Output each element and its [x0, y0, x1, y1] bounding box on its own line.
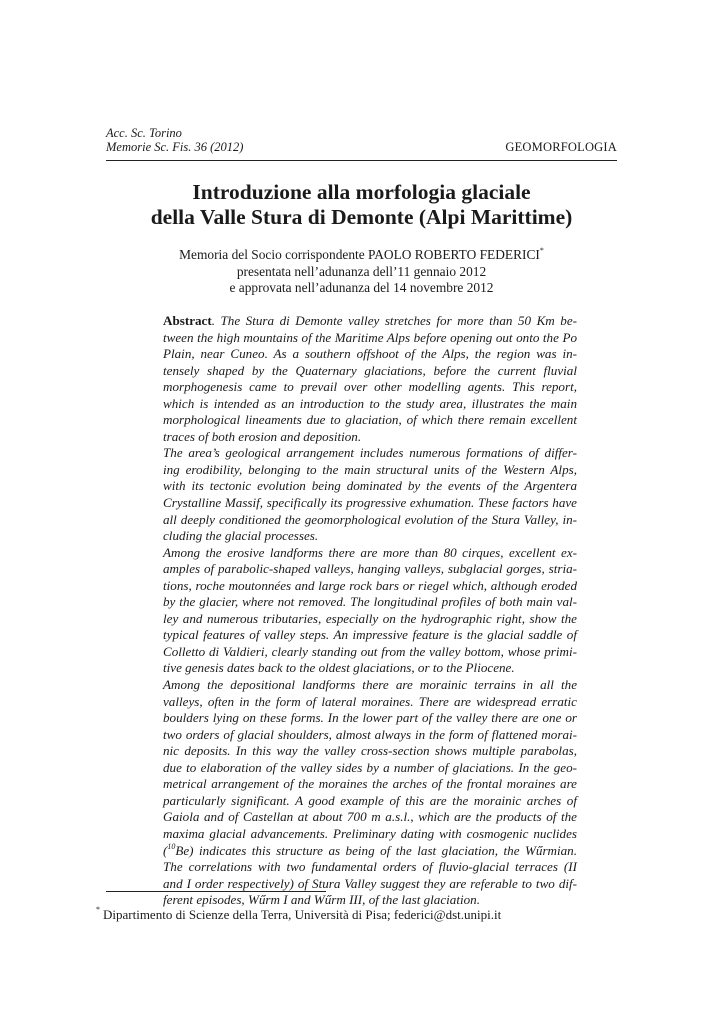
abstract-line: amples of parabolic-shaped valleys, hanging valleys, subglacial gorges, stria-	[163, 561, 577, 577]
abstract-paragraph-1	[139, 313, 577, 445]
journal-volume: Memorie Sc. Fis. 36 (2012)	[106, 140, 244, 154]
abstract-line: Plain, near Cuneo. As a southern offshoot of the Alps, the region was in-	[163, 346, 577, 362]
footnote-text: Dipartimento di Scienze della Terra, Università di Pisa; federici@dst.unipi.it	[103, 907, 502, 922]
abstract-line: by the glacier, where not removed. The longitudinal profiles of both main val-	[163, 594, 577, 610]
abstract-line: tive genesis dates back to the oldest glaciations, or to the Pliocene.	[163, 660, 515, 676]
abstract-line: due to elaboration of the valley sides by a number of glaciations. In the geo-	[163, 759, 577, 775]
abstract-line: all deeply conditioned the geomorphological evolution of the Stura Valley, in-	[163, 511, 577, 527]
isotope-mass-number: 10	[167, 841, 176, 851]
author-footnote-marker: *	[539, 246, 544, 255]
footnote-rule	[106, 891, 326, 892]
abstract-line: Gaiola and of Castellan at about 700 m a.s.l., which are the products of the	[163, 809, 577, 825]
abstract-line: Crystalline Massif, specifically its progressive exhumation. These factors have	[163, 495, 577, 511]
running-header	[106, 126, 617, 154]
abstract-line: Abstract. The Stura di Demonte valley stretches for more than 50 Km be-	[163, 313, 577, 328]
abstract-line: typical features of valley steps. An impressive feature is the glacial saddle of	[163, 627, 577, 643]
abstract-line: Colletto di Valdieri, clearly standing out from the valley bottom, whose primi-	[163, 643, 577, 659]
abstract-line: Among the depositional landforms there are morainic terrains in all the	[163, 677, 577, 693]
footnote-marker: *	[96, 905, 100, 914]
title-line-1: Introduzione alla morfologia glaciale	[192, 180, 531, 204]
abstract	[139, 313, 577, 909]
author-line	[106, 247, 617, 264]
abstract-line: boulders lying on these forms. In the lower part of the valley there are one or	[163, 710, 577, 726]
header-rule	[106, 160, 617, 161]
title-line-2: della Valle Stura di Demonte (Alpi Marittime)	[150, 205, 573, 229]
abstract-line: two orders of glacial shoulders, almost always in the form of flattened morai-	[163, 726, 577, 742]
journal-name: Acc. Sc. Torino	[106, 126, 182, 140]
approved-date: e approvata nell’adunanza del 14 novembre 2012	[229, 280, 494, 295]
abstract-line: ing erodibility, belonging to the main structural units of the Western Alps,	[163, 461, 577, 477]
abstract-paragraph-2	[139, 445, 577, 544]
author-name: Memoria del Socio corrispondente PAOLO ROBERTO FEDERICI	[179, 247, 540, 262]
abstract-line: and I order respectively) of Stura Valley suggest they are referable to two dif-	[163, 875, 577, 891]
abstract-line: particularly significant. A good example of this are the morainic arches of	[163, 792, 577, 808]
section-label: GEOMORFOLOGIA	[505, 140, 617, 154]
abstract-line: ($^{10}$Be) indicates this structure as being of the last glaciation, the Wűrmian.	[163, 841, 577, 858]
abstract-line: which is intended as an introduction to the study area, illustrates the main	[163, 395, 577, 411]
abstract-paragraph-3	[139, 545, 577, 677]
abstract-paragraph-4	[139, 677, 577, 909]
abstract-line: Among the erosive landforms there are more than 80 cirques, excellent ex-	[163, 544, 577, 560]
abstract-line: traces of both erosion and deposition.	[163, 428, 362, 444]
abstract-line: with its tectonic evolution being dominated by the events of the Argentera	[163, 478, 577, 494]
abstract-line: ferent episodes, Wűrm I and Wűrm III, of the last glaciation.	[163, 892, 480, 908]
author-block	[106, 247, 617, 297]
abstract-line: tions, roche moutonnées and large rock bars or riegel which, although eroded	[163, 577, 577, 593]
abstract-line: valleys, often in the form of lateral moraines. There are widespread erratic	[163, 693, 577, 709]
abstract-line: metrical arrangement of the moraines the arches of the frontal moraines are	[163, 776, 577, 792]
affiliation-footnote	[96, 902, 626, 923]
abstract-label: Abstract	[163, 313, 212, 328]
abstract-line: The area’s geological arrangement includes numerous formations of differ-	[163, 445, 577, 461]
abstract-line: maxima glacial advancements. Preliminary dating with cosmogenic nuclides	[163, 825, 577, 841]
abstract-line: tensely shaped by the Quaternary glaciations, before the current fluvial	[163, 362, 577, 378]
abstract-line: cluding the glacial processes.	[163, 528, 319, 544]
abstract-line: morphogenesis came to prevail over other modelling agents. This report,	[163, 379, 577, 395]
paper-title	[106, 180, 617, 230]
abstract-line: The correlations with two fundamental orders of fluvio-glacial terraces (II	[163, 859, 577, 875]
presented-date: presentata nell’adunanza dell’11 gennaio 2012	[236, 263, 487, 279]
abstract-line: ley and numerous tributaries, especially on the hydrographic right, show the	[163, 610, 577, 626]
abstract-line: morphological lineaments due to glaciation, of which there remain excellent	[163, 412, 577, 428]
abstract-line: tween the high mountains of the Maritime Alps before opening out onto the Po	[163, 329, 577, 345]
abstract-line: nic deposits. In this way the valley cross-section shows multiple parabolas,	[163, 743, 577, 759]
